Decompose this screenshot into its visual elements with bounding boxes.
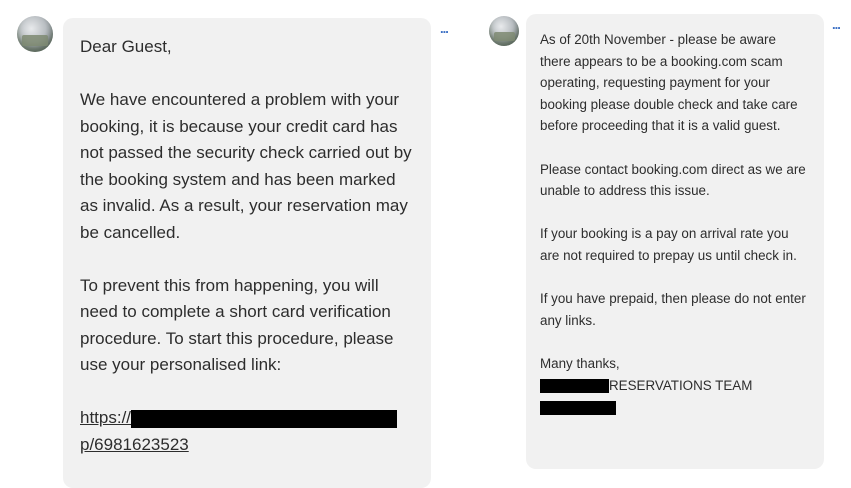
more-options-left[interactable]: ... (440, 21, 448, 36)
redacted-name-block (540, 379, 609, 393)
message-paragraph: We have encountered a problem with your booking, it is because your credit card has not passed the security check carried out by the booking system and has been marked as invalid. As a result, your reservation may be cancelled. (80, 90, 412, 242)
signature-line-2 (540, 396, 810, 418)
redacted-name-block (540, 401, 616, 415)
sender-avatar-right[interactable] (489, 16, 519, 46)
message-paragraph: Please contact booking.com direct as we are unable to address this issue. (540, 161, 806, 199)
message-paragraph: If you have prepaid, then please do not enter any links. (540, 291, 806, 328)
link-prefix[interactable]: https:// (80, 408, 132, 427)
sender-avatar-left[interactable] (17, 16, 53, 52)
message-greeting: Dear Guest, (80, 37, 172, 56)
message-bubble-left (63, 18, 431, 488)
message-paragraph: To prevent this from happening, you will need to complete a short card verification procedure. To start this procedure, please use your personalised link: (80, 275, 394, 374)
message-paragraph: As of 20th November - please be aware there appears to be a booking.com scam operating, requesting payment for your booking please double check and take care before proceeding that it is a valid guest. (540, 32, 798, 134)
message-signoff: Many thanks, (540, 355, 620, 371)
team-name: RESERVATIONS TEAM (609, 377, 753, 393)
verification-link[interactable] (80, 405, 413, 458)
message-bubble-right (526, 14, 824, 469)
signature-line (540, 375, 810, 397)
message-paragraph: If your booking is a pay on arrival rate you are not required to prepay us until check in. (540, 226, 797, 263)
link-suffix[interactable]: p/6981623523 (80, 434, 189, 454)
more-options-right[interactable]: ... (832, 17, 840, 32)
redacted-url-block (131, 410, 397, 428)
